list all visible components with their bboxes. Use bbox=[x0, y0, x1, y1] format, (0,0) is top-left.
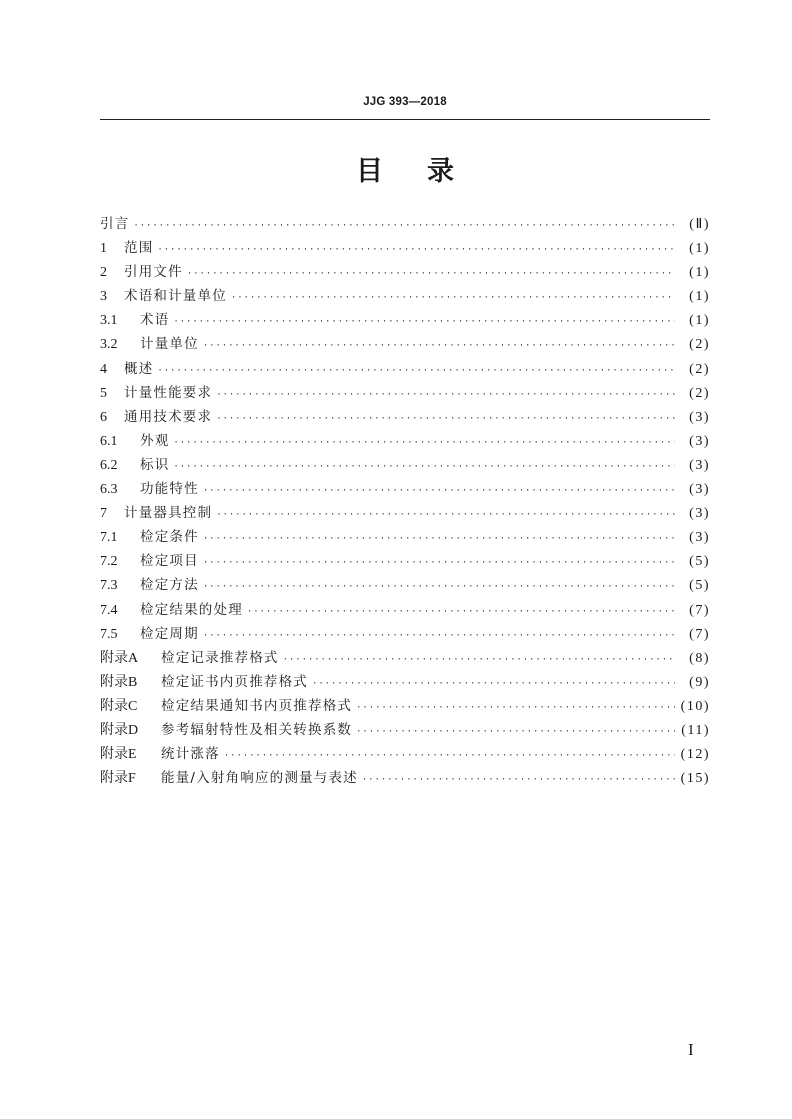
dot-leader bbox=[283, 648, 675, 672]
toc-entry-label: 检定条件 bbox=[140, 529, 199, 546]
dot-leader bbox=[133, 214, 675, 238]
toc-entry[interactable] bbox=[100, 573, 710, 597]
dot-leader bbox=[356, 696, 675, 720]
toc-entry-appendix-f[interactable] bbox=[100, 766, 710, 790]
toc-entry-label: 功能特性 bbox=[140, 481, 199, 498]
toc-entry[interactable] bbox=[100, 525, 710, 549]
toc-entry-number: 6 bbox=[100, 409, 107, 425]
toc-entry[interactable] bbox=[100, 429, 710, 453]
toc-entry-number: 7.1 bbox=[100, 530, 118, 546]
toc-entry-label: 能量/入射角响应的测量与表述 bbox=[161, 770, 358, 787]
toc-entry-label: 引言 bbox=[100, 216, 130, 232]
toc-entry-label: 标识 bbox=[140, 456, 170, 473]
toc-entry-number: 7.3 bbox=[100, 578, 118, 594]
dot-leader bbox=[224, 744, 675, 768]
toc-entry-page: (3) bbox=[689, 506, 710, 522]
toc-entry-appendix-e[interactable] bbox=[100, 742, 710, 766]
toc-entry-page: (3) bbox=[689, 530, 710, 546]
dot-leader bbox=[187, 262, 675, 286]
toc-entry-label: 检定结果的处理 bbox=[140, 601, 243, 618]
dot-leader bbox=[203, 551, 675, 575]
toc-entry-page: (1) bbox=[689, 313, 710, 329]
dot-leader bbox=[203, 334, 675, 358]
dot-leader bbox=[216, 503, 675, 527]
dot-leader bbox=[247, 600, 675, 624]
toc-entry-label: 概述 bbox=[124, 360, 154, 377]
toc-entry-appendix-b[interactable] bbox=[100, 670, 710, 694]
toc-entry-number: 3.1 bbox=[100, 313, 118, 329]
toc-entry-page: (12) bbox=[680, 747, 710, 763]
toc-entry-page: (1) bbox=[689, 265, 710, 281]
toc-entry[interactable] bbox=[100, 453, 710, 477]
toc-entry-number: 4 bbox=[100, 361, 107, 377]
dot-leader bbox=[312, 672, 675, 696]
dot-leader bbox=[173, 431, 675, 455]
toc-entry-number: 6.2 bbox=[100, 457, 118, 473]
toc-entry[interactable] bbox=[100, 332, 710, 356]
dot-leader bbox=[173, 310, 675, 334]
toc-entry-number: 附录E bbox=[100, 747, 137, 763]
toc-entry[interactable] bbox=[100, 308, 710, 332]
toc-entry-label: 统计涨落 bbox=[161, 746, 220, 763]
toc-entry-label: 引用文件 bbox=[124, 264, 183, 281]
toc-entry-appendix-a[interactable] bbox=[100, 646, 710, 670]
dot-leader bbox=[356, 720, 675, 744]
toc-entry[interactable] bbox=[100, 405, 710, 429]
toc-entry-label: 计量单位 bbox=[140, 336, 199, 353]
toc-entry-number: 附录B bbox=[100, 674, 138, 690]
toc-entry[interactable] bbox=[100, 284, 710, 308]
toc-entry[interactable] bbox=[100, 501, 710, 525]
toc-entry-page: (Ⅱ) bbox=[689, 217, 710, 232]
toc-entry-appendix-c[interactable] bbox=[100, 694, 710, 718]
dot-leader bbox=[157, 359, 675, 383]
dot-leader bbox=[203, 479, 675, 503]
toc-entry-number: 5 bbox=[100, 385, 107, 401]
page-title: 目录 bbox=[356, 156, 498, 187]
toc-entry-page: (2) bbox=[689, 337, 710, 353]
toc-entry-label: 术语 bbox=[140, 312, 170, 329]
dot-leader bbox=[231, 286, 675, 310]
toc-entry-page: (7) bbox=[689, 602, 710, 618]
toc-entry-label: 外观 bbox=[140, 432, 170, 449]
toc-entry-number: 7 bbox=[100, 506, 107, 522]
toc-entry-label: 检定记录推荐格式 bbox=[161, 649, 279, 666]
toc-entry[interactable] bbox=[100, 622, 710, 646]
toc-entry-number: 6.3 bbox=[100, 482, 118, 498]
toc-entry-label: 检定结果通知书内页推荐格式 bbox=[161, 697, 353, 714]
dot-leader bbox=[362, 768, 675, 792]
toc-entry[interactable] bbox=[100, 236, 710, 260]
toc-entry-page: (8) bbox=[689, 650, 710, 666]
toc-entry[interactable] bbox=[100, 357, 710, 381]
toc-entry-page: (1) bbox=[689, 241, 710, 257]
toc-entry[interactable] bbox=[100, 260, 710, 284]
toc-entry-number: 附录D bbox=[100, 722, 139, 738]
toc-entry-number: 7.5 bbox=[100, 626, 118, 642]
document-code-header: JJG 393—2018 bbox=[363, 96, 447, 108]
toc-entry-page: (3) bbox=[689, 433, 710, 449]
toc-entry-page: (1) bbox=[689, 289, 710, 305]
toc-entry-label: 计量器具控制 bbox=[124, 505, 213, 522]
toc-entry-page: (3) bbox=[689, 482, 710, 498]
toc-entry[interactable] bbox=[100, 477, 710, 501]
dot-leader bbox=[216, 407, 675, 431]
dot-leader bbox=[157, 238, 675, 262]
page-number: I bbox=[688, 1040, 694, 1059]
toc-entry-label: 检定周期 bbox=[140, 625, 199, 642]
toc-entry-label: 通用技术要求 bbox=[124, 408, 213, 425]
toc-entry-label: 检定证书内页推荐格式 bbox=[161, 673, 308, 690]
toc-entry-page: (3) bbox=[689, 409, 710, 425]
toc-entry-page: (15) bbox=[680, 771, 710, 787]
toc-entry-page: (9) bbox=[689, 674, 710, 690]
toc-entry[interactable] bbox=[100, 549, 710, 573]
toc-entry-page: (5) bbox=[689, 578, 710, 594]
toc-entry[interactable] bbox=[100, 381, 710, 405]
toc-entry-number: 3.2 bbox=[100, 337, 118, 353]
toc-entry-number: 2 bbox=[100, 265, 107, 281]
toc-entry-label: 参考辐射特性及相关转换系数 bbox=[161, 721, 353, 738]
toc-entry-page: (5) bbox=[689, 554, 710, 570]
toc-entry-number: 附录C bbox=[100, 698, 138, 714]
toc-entry-page: (10) bbox=[680, 698, 710, 714]
toc-entry-number: 1 bbox=[100, 241, 107, 257]
table-of-contents bbox=[100, 212, 710, 790]
toc-entry-label: 范围 bbox=[124, 240, 154, 257]
toc-entry-foreword[interactable] bbox=[100, 212, 710, 236]
toc-entry[interactable] bbox=[100, 598, 710, 622]
toc-entry-page: (11) bbox=[681, 722, 710, 738]
toc-entry-label: 检定方法 bbox=[140, 577, 199, 594]
dot-leader bbox=[203, 527, 675, 551]
toc-entry-page: (3) bbox=[689, 457, 710, 473]
toc-entry-page: (7) bbox=[689, 626, 710, 642]
dot-leader bbox=[173, 455, 675, 479]
dot-leader bbox=[203, 575, 675, 599]
toc-entry-number: 附录F bbox=[100, 771, 136, 787]
toc-entry-label: 术语和计量单位 bbox=[124, 288, 227, 305]
toc-entry-appendix-d[interactable] bbox=[100, 718, 710, 742]
toc-entry-label: 检定项目 bbox=[140, 553, 199, 570]
toc-entry-number: 7.4 bbox=[100, 602, 118, 618]
toc-entry-number: 附录A bbox=[100, 650, 139, 666]
toc-entry-page: (2) bbox=[689, 361, 710, 377]
header-rule bbox=[100, 119, 710, 120]
toc-entry-number: 7.2 bbox=[100, 554, 118, 570]
dot-leader bbox=[216, 383, 675, 407]
toc-entry-number: 6.1 bbox=[100, 433, 118, 449]
toc-entry-number: 3 bbox=[100, 289, 107, 305]
dot-leader bbox=[203, 624, 675, 648]
toc-entry-page: (2) bbox=[689, 385, 710, 401]
toc-entry-label: 计量性能要求 bbox=[124, 384, 213, 401]
